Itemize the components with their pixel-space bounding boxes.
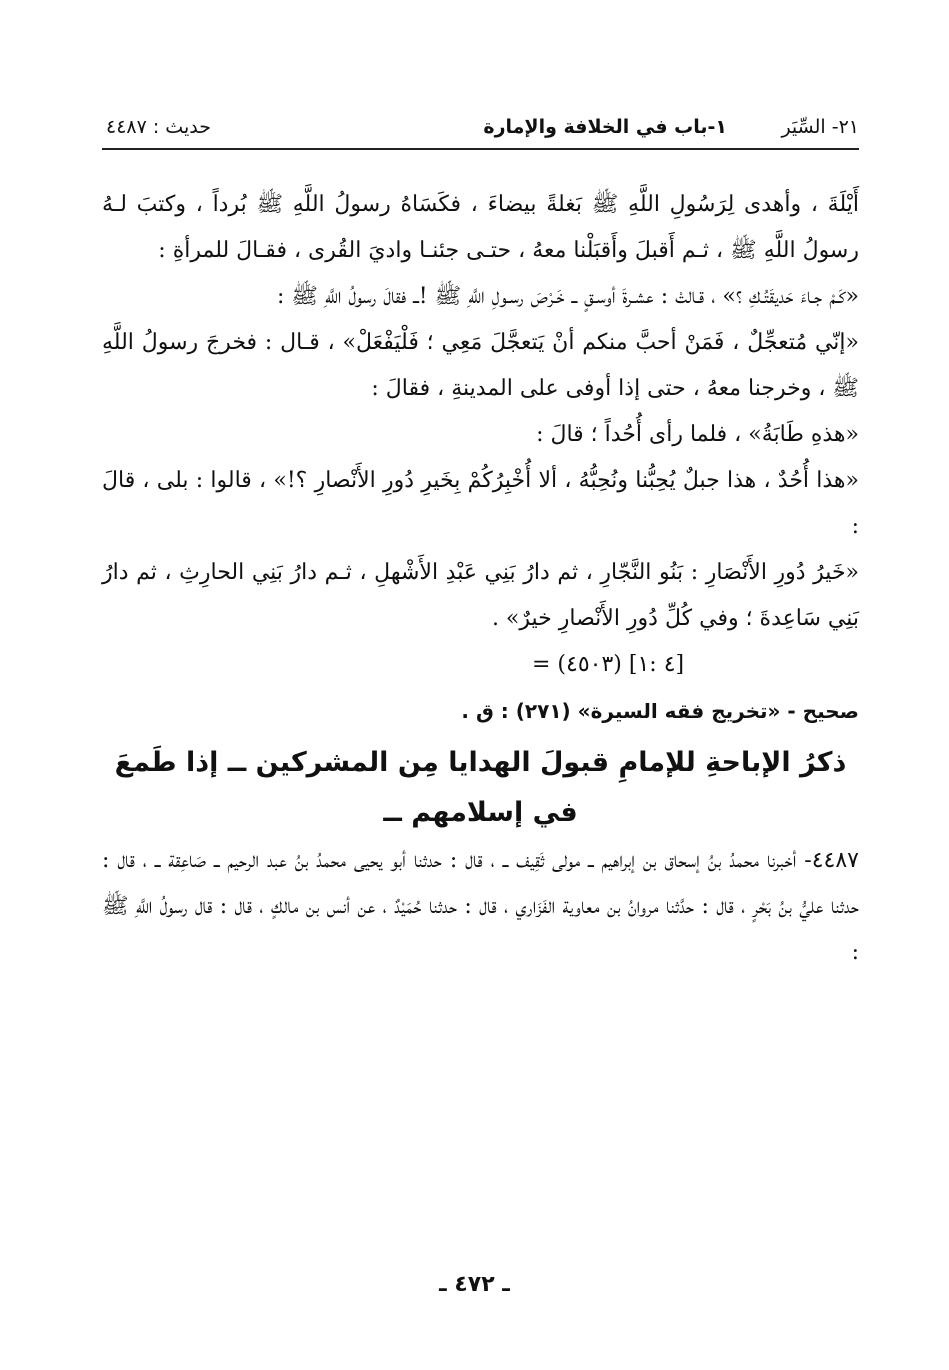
hadith-isnad: ٤٤٨٧- أخبرنا محمدُ بنُ إسحاق بن إبراهيم ــ مولى ثَقِيف ــ ، قال : حدثنا أبو يحيى محمدُ بنُ عبد الرحيم ــ صَاعِقة ــ ، قال : حدثنا عليُّ بنُ بَحْرٍ ، قال : حدَّثنا مروانُ بن معاوية الفَزَاري ، قال : حدثنا حُمَيْدٌ ، عن أنس بن مالكٍ ، قال : قال رسولُ اللَّهِ ﷺ : — [102, 848, 859, 965]
quote-paragraph: «كَـمْ جـاءَ حَديقَتُـكِ ؟» ، قـالتْ : عشـرةَ أوسـقٍ ــ خَـرْصَ رسـولِ اللَّهِ ﷺ !ــ فقالَ رسولُ اللَّهِ ﷺ : — [277, 284, 859, 309]
quote-paragraph: «هذا أُحُدٌ ، هذا جبلٌ يُحِبُّنا ونُحِبُّهُ ، ألا أُخْبِرُكُمْ بِخَيرِ دُورِ الأَنْصارِ ؟!» ، قالوا : بلى ، قالَ : — [102, 468, 859, 539]
cross-reference — [102, 642, 859, 688]
cross-reference-text: = (٤٥٠٣) [٤ :١] — [532, 652, 685, 677]
chapter-heading — [102, 738, 859, 838]
quote-paragraph: «خَيرُ دُورِ الأَنْصَارِ : بَنُو النَّجّارِ ، ثم دارُ بَنِي عَبْدِ الأَشْهلِ ، ثـم دارُ بَنِي الحارِثِ ، ثم دارُ بَنِي سَاعِدةَ ؛ وفي كُلِّ دُورِ الأَنْصارِ خيرٌ» . — [102, 560, 859, 631]
grading-note: صحيح - «تخريج فقه السيرة» (٢٧١) : ق . — [461, 699, 859, 723]
chapter-heading-line: في إسلامهم ــ — [383, 797, 578, 828]
chapter-title: ٢١- السِّيَر — [781, 116, 859, 138]
running-header — [102, 108, 859, 148]
chapter-heading-line: ذكرُ الإباحةِ للإمامِ قبولَ الهدايا مِن المشركين ــ إذا طَمعَ — [114, 747, 847, 778]
header-divider — [102, 148, 859, 150]
hadith-number-header: حديث : ٤٤٨٧ — [106, 116, 211, 138]
paragraph: أَيْلَةَ ، وأهدى لِرَسُولِ اللَّهِ ﷺ بَغلةً بيضاءَ ، فكَسَاهُ رسولُ اللَّهِ ﷺ بُرداً ، وكتبَ لـهُ رسولُ اللَّهِ ﷺ ، ثـم أَقبلَ وأَقبَلْنا معهُ ، حتـى جئنـا واديَ القُرى ، فقـالَ للمرأةِ : — [102, 192, 859, 263]
quote-paragraph: «هذهِ طَابَةُ» ، فلما رأى أُحُداً ؛ قالَ : — [536, 422, 859, 447]
main-text — [102, 182, 859, 976]
quote-paragraph: «إنّي مُتعجِّلٌ ، فَمَنْ أحبَّ منكم أنْ يَتعجَّلَ مَعِي ؛ فَلْيَفْعَلْ» ، قـال : فخرجَ رسولُ اللَّهِ ﷺ ، وخرجنا معهُ ، حتى إذا أوفى على المدينةِ ، فقالَ : — [102, 330, 859, 401]
section-title-header: ١-باب في الخلافة والإمارة — [483, 116, 727, 138]
page-number: ـ ٤٧٢ ـ — [439, 1272, 510, 1297]
